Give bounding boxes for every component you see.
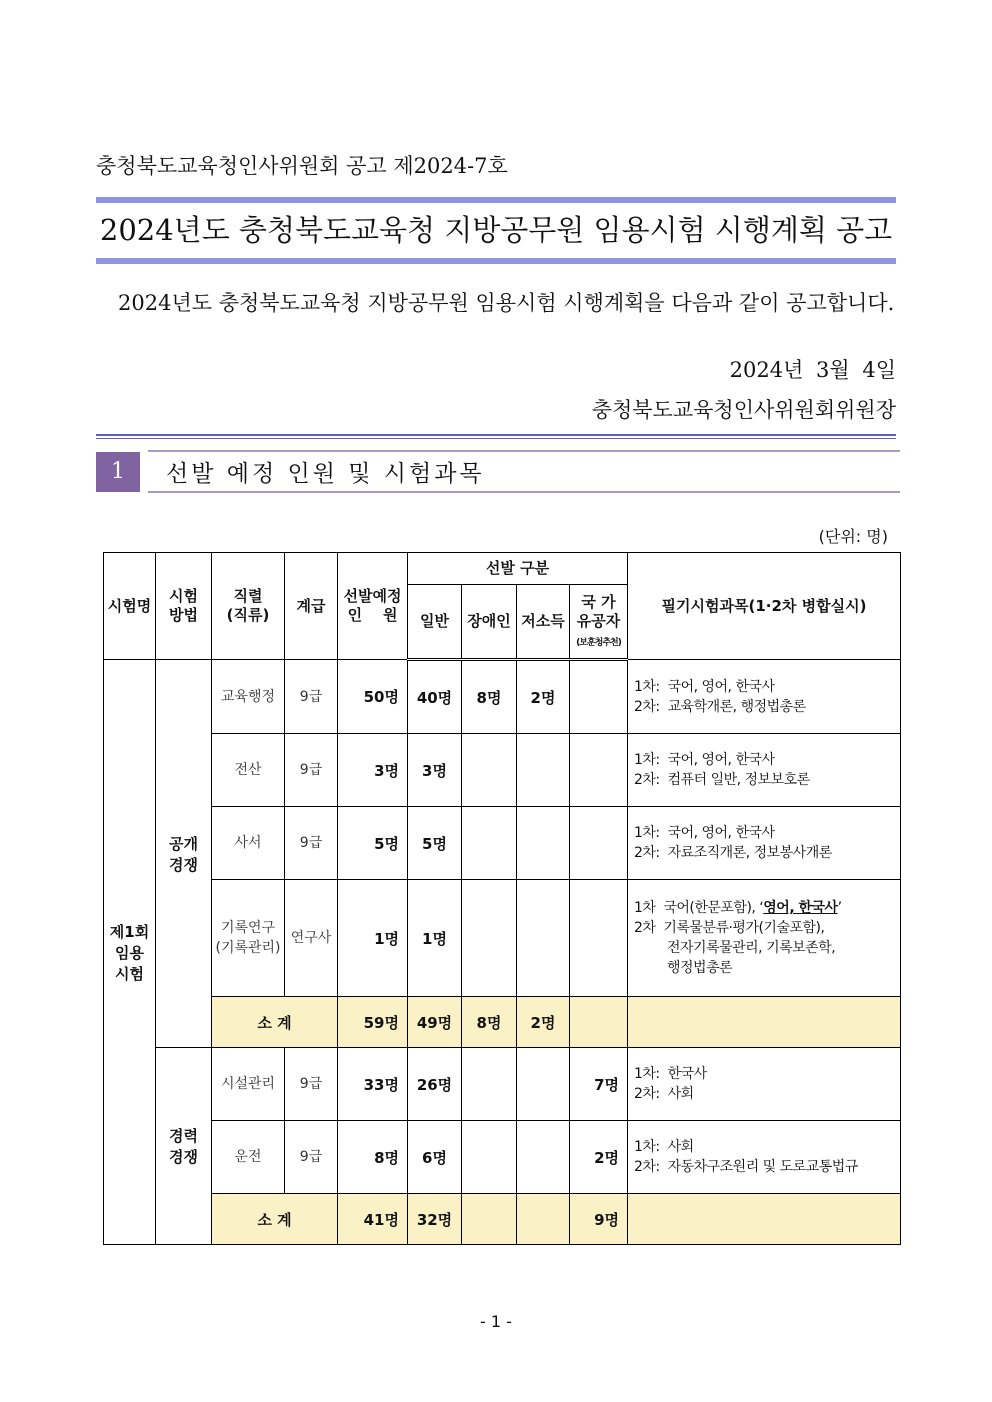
disabled-cell: 8명 xyxy=(462,660,517,734)
planned-cell: 5명 xyxy=(338,807,408,880)
low-income-cell xyxy=(517,807,570,880)
separator-rule-thin xyxy=(96,438,896,439)
subtotal-subjects xyxy=(628,1194,901,1245)
notice-date: 2024년 3월 4일 xyxy=(729,358,896,382)
job-cell: 사서 xyxy=(212,807,285,880)
header-disabled: 장애인 xyxy=(462,585,517,660)
veteran-cell xyxy=(570,807,628,880)
planned-cell: 33명 xyxy=(338,1048,408,1121)
method-open-cell: 공개 경쟁 xyxy=(156,660,212,1048)
page-number: - 1 - xyxy=(480,1312,512,1331)
grade-cell: 9급 xyxy=(285,734,338,807)
table-row xyxy=(104,734,901,807)
low-income-cell xyxy=(517,880,570,997)
table-row xyxy=(104,660,901,734)
header-method: 시험 방법 xyxy=(156,553,212,660)
subtotal-veteran xyxy=(570,997,628,1048)
header-low-income: 저소득 xyxy=(517,585,570,660)
job-cell: 운전 xyxy=(212,1121,285,1194)
grade-cell: 9급 xyxy=(285,660,338,734)
planned-cell: 1명 xyxy=(338,880,408,997)
table-row xyxy=(104,1048,901,1121)
disabled-cell xyxy=(462,734,517,807)
header-veteran-note: (보훈청추천) xyxy=(576,638,621,648)
header-veteran: 국 가 유공자 (보훈청추천) xyxy=(570,585,628,660)
job-cell: 시설관리 xyxy=(212,1048,285,1121)
grade-cell: 9급 xyxy=(285,807,338,880)
general-cell: 1명 xyxy=(408,880,462,997)
subtotal-row xyxy=(104,1194,901,1245)
planned-cell: 50명 xyxy=(338,660,408,734)
exam-name-cell: 제1회 임용 시험 xyxy=(104,660,156,1245)
grade-cell: 9급 xyxy=(285,1048,338,1121)
low-income-cell xyxy=(517,1048,570,1121)
table-row xyxy=(104,880,901,997)
subtotal-planned: 41명 xyxy=(338,1194,408,1245)
subjects-cell: 1차: 사회 2차: 자동차구조원리 및 도로교통법규 xyxy=(628,1121,901,1194)
planned-cell: 3명 xyxy=(338,734,408,807)
low-income-cell: 2명 xyxy=(517,660,570,734)
header-job: 직렬 (직류) xyxy=(212,553,285,660)
disabled-cell xyxy=(462,1121,517,1194)
subtotal-planned: 59명 xyxy=(338,997,408,1048)
header-grade: 계급 xyxy=(285,553,338,660)
subtotal-general: 49명 xyxy=(408,997,462,1048)
header-general: 일반 xyxy=(408,585,462,660)
section-top-rule xyxy=(148,450,900,452)
intro-paragraph: 2024년도 충청북도교육청 지방공무원 임용시험 시행계획을 다음과 같이 공고합니다. xyxy=(118,291,895,315)
method-career-cell: 경력 경쟁 xyxy=(156,1048,212,1245)
subtotal-label: 소 계 xyxy=(212,997,338,1048)
subtotal-low-income: 2명 xyxy=(517,997,570,1048)
separator-rule xyxy=(96,434,896,436)
grade-cell: 연구사 xyxy=(285,880,338,997)
veteran-cell: 2명 xyxy=(570,1121,628,1194)
planned-cell: 8명 xyxy=(338,1121,408,1194)
section-bottom-rule xyxy=(148,491,900,493)
emphasized-subjects: 영어, 한국사 xyxy=(763,900,838,916)
job-cell: 전산 xyxy=(212,734,285,807)
disabled-cell xyxy=(462,1048,517,1121)
section-title: 선발 예정 인원 및 시험과목 xyxy=(166,461,485,487)
job-cell: 기록연구 (기록관리) xyxy=(212,880,285,997)
veteran-cell xyxy=(570,734,628,807)
general-cell: 5명 xyxy=(408,807,462,880)
subtotal-disabled: 8명 xyxy=(462,997,517,1048)
subtotal-veteran: 9명 xyxy=(570,1194,628,1245)
subtotal-disabled xyxy=(462,1194,517,1245)
table-row xyxy=(104,1121,901,1194)
recruitment-table xyxy=(103,552,901,1245)
low-income-cell xyxy=(517,734,570,807)
subtotal-general: 32명 xyxy=(408,1194,462,1245)
subjects-cell: 1차: 국어, 영어, 한국사 2차: 컴퓨터 일반, 정보보호론 xyxy=(628,734,901,807)
unit-label: (단위: 명) xyxy=(818,527,888,546)
subjects-cell: 1차 국어(한문포함), ‘영어, 한국사’ 2차 기록물분류·평가(기술포함), 전자기록물관리, 기록보존학, 행정법총론 xyxy=(628,880,901,997)
subjects-cell: 1차: 국어, 영어, 한국사 2차: 교육학개론, 행정법총론 xyxy=(628,660,901,734)
subtotal-row xyxy=(104,997,901,1048)
general-cell: 26명 xyxy=(408,1048,462,1121)
grade-cell: 9급 xyxy=(285,1121,338,1194)
disabled-cell xyxy=(462,880,517,997)
title-bottom-rule xyxy=(96,258,896,264)
veteran-cell xyxy=(570,660,628,734)
veteran-cell xyxy=(570,880,628,997)
subtotal-label: 소 계 xyxy=(212,1194,338,1245)
issuer: 충청북도교육청인사위원회위원장 xyxy=(591,398,896,422)
section-number-box: 1 xyxy=(96,452,140,492)
notice-number: 충청북도교육청인사위원회 공고 제2024-7호 xyxy=(96,154,508,178)
subtotal-low-income xyxy=(517,1194,570,1245)
general-cell: 40명 xyxy=(408,660,462,734)
subjects-cell: 1차: 한국사 2차: 사회 xyxy=(628,1048,901,1121)
low-income-cell xyxy=(517,1121,570,1194)
title-top-rule xyxy=(96,197,896,203)
header-subjects: 필기시험과목(1·2차 병합실시) xyxy=(628,553,901,660)
header-planned: 선발예정 인 원 xyxy=(338,553,408,660)
subtotal-subjects xyxy=(628,997,901,1048)
general-cell: 3명 xyxy=(408,734,462,807)
header-exam: 시험명 xyxy=(104,553,156,660)
document-title: 2024년도 충청북도교육청 지방공무원 임용시험 시행계획 공고 xyxy=(99,213,893,247)
subjects-cell: 1차: 국어, 영어, 한국사 2차: 자료조직개론, 정보봉사개론 xyxy=(628,807,901,880)
veteran-cell: 7명 xyxy=(570,1048,628,1121)
job-cell: 교육행정 xyxy=(212,660,285,734)
disabled-cell xyxy=(462,807,517,880)
table-row xyxy=(104,807,901,880)
general-cell: 6명 xyxy=(408,1121,462,1194)
header-division: 선발 구분 xyxy=(408,553,628,585)
